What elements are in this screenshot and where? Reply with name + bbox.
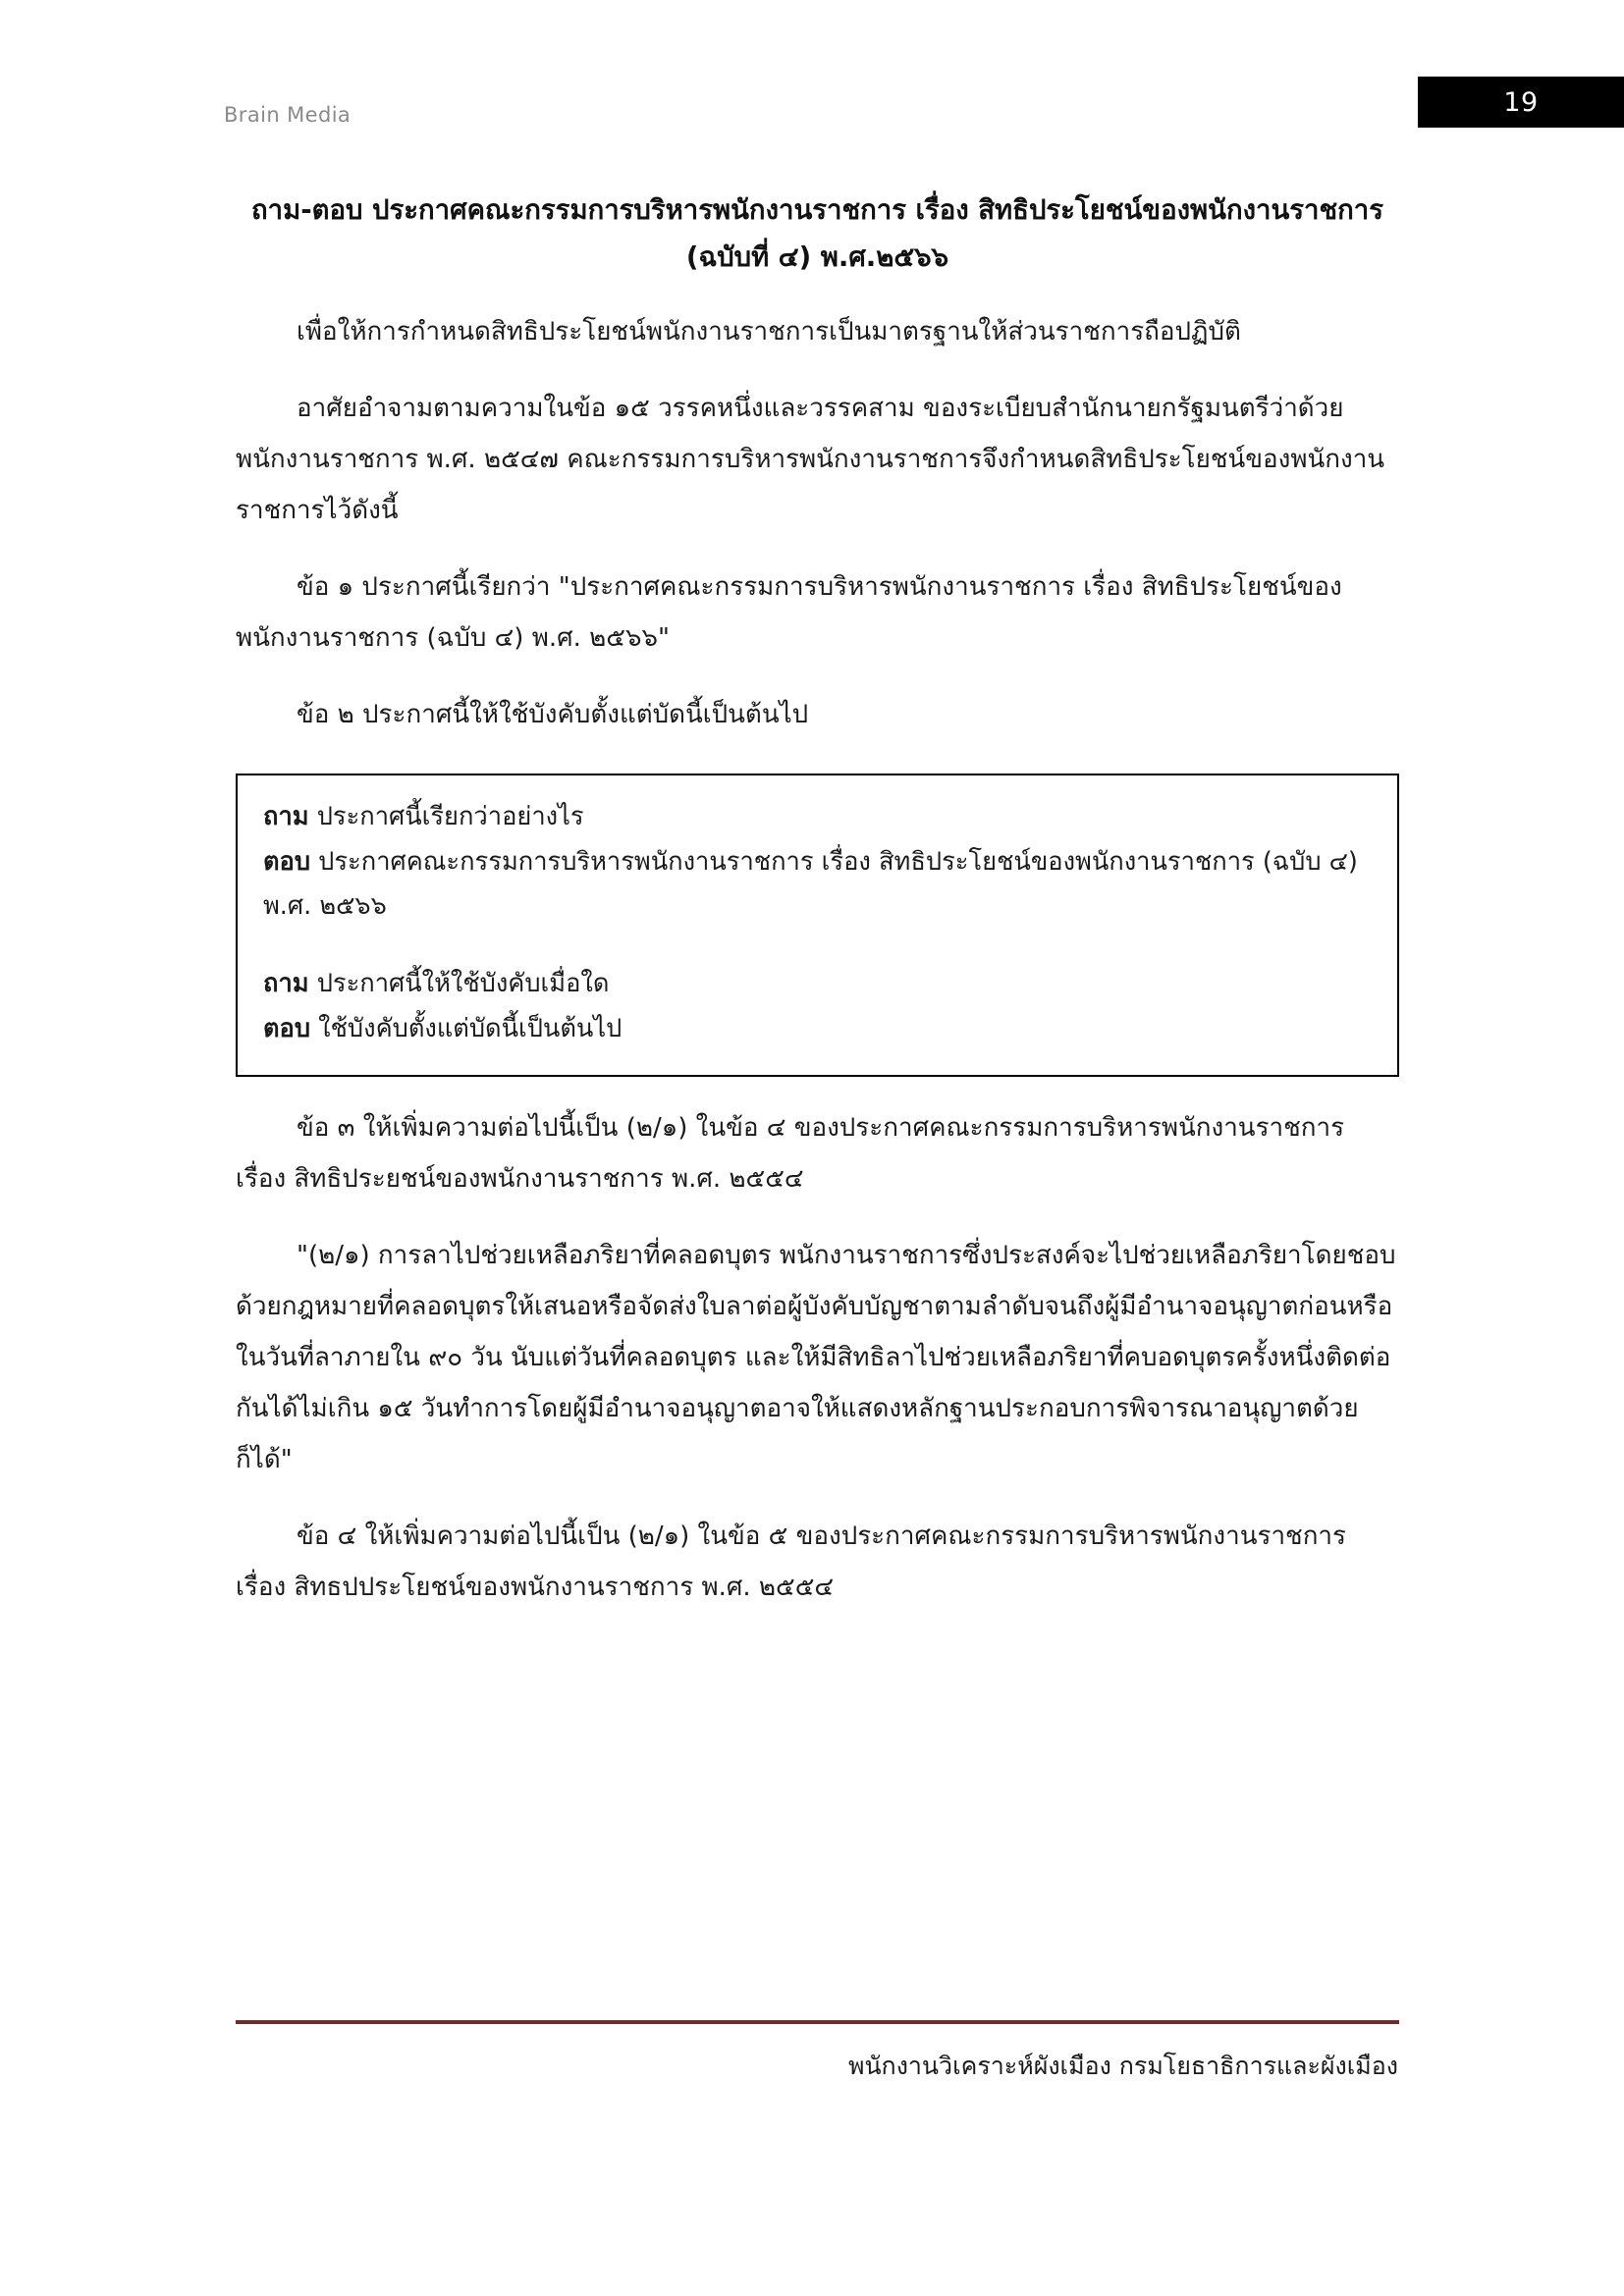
qa-question-label-2: ถาม bbox=[263, 969, 309, 999]
qa-question-1 bbox=[263, 795, 1372, 839]
paragraph-authority: อาศัยอำจามตามความในข้อ ๑๕ วรรคหนึ่งและวรรคสาม ของระเบียบสำนักนายกรัฐมนตรีว่าด้วยพนักงานราชการ พ.ศ. ๒๕๔๗ คณะกรรมการบริหารพนักงานราชการจึงกำหนดสิทธิประโยชน์ของพนักงานราชการไว้ดังนี้ bbox=[236, 394, 1385, 526]
qa-answer-text-1: ประกาศคณะกรรมการบริหารพนักงานราชการ เรื่อง สิทธิประโยชน์ของพนักงานราชการ (ฉบับ ๔) พ.ศ. ๒๕๖๖ bbox=[263, 846, 1358, 921]
page-title-line-1: ถาม-ตอบ ประกาศคณะกรรมการบริหารพนักงานราชการ เรื่อง สิทธิประโยชน์ของพนักงานราชการ bbox=[250, 194, 1384, 226]
qa-question-label-1: ถาม bbox=[263, 802, 309, 832]
document-body bbox=[236, 187, 1399, 1613]
paragraph-clause-3: ข้อ ๓ ให้เพิ่มความต่อไปนี้เป็น (๒/๑) ในข้อ ๔ ของประกาศคณะกรรมการบริหารพนักงานราชการ เรื่อง สิทธิประยชน์ของพนักงานราชการ พ.ศ. ๒๕๕๔ bbox=[236, 1113, 1345, 1195]
paragraph-clause-2-1-quote: "(๒/๑) การลาไปช่วยเหลือภริยาที่คลอดบุตร พนักงานราชการซึ่งประสงค์จะไปช่วยเหลือภริยาโดยชอบด้วยกฎหมายที่คลอดบุตรให้เสนอหรือจัดส่งใบลาต่อผู้บังคับบัญชาตามลำดับจนถึงผู้มีอำนาจอนุญาตก่อนหรือในวันที่ลาภายใน ๙๐ วัน นับแต่วันที่คลอดบุตร และให้มีสิทธิลาไปช่วยเหลือภริยาที่คบอดบุตรครั้งหนึ่งติดต่อกันได้ไม่เกิน ๑๕ วันทำการโดยผู้มีอำนาจอนุญาตอาจให้แสดงหลักฐานประกอบการพิจารณาอนุญาตด้วยก็ได้" bbox=[236, 1241, 1396, 1475]
qa-question-text-2: ประกาศนี้ให้ใช้บังคับเมื่อใด bbox=[316, 969, 610, 999]
qa-question-text-1: ประกาศนี้เรียกว่าอย่างไร bbox=[316, 802, 584, 832]
footer-divider bbox=[236, 2020, 1399, 2024]
paragraph-intro: เพื่อให้การกำหนดสิทธิประโยชน์พนักงานราชการเป็นมาตรฐานให้ส่วนราชการถือปฏิบัติ bbox=[297, 317, 1241, 347]
qa-spacer bbox=[263, 929, 1372, 962]
qa-question-2 bbox=[263, 962, 1372, 1006]
qa-answer-2 bbox=[263, 1007, 1372, 1051]
qa-answer-1 bbox=[263, 840, 1372, 930]
paragraph-clause-2: ข้อ ๒ ประกาศนี้ให้ใช้บังคับตั้งแต่บัดนี้เป็นต้นไป bbox=[297, 700, 809, 730]
qa-answer-label-2: ตอบ bbox=[263, 1013, 311, 1043]
qa-answer-label-1: ตอบ bbox=[263, 846, 311, 877]
paragraph-clause-1: ข้อ ๑ ประกาศนี้เรียกว่า "ประกาศคณะกรรมการบริหารพนักงานราชการ เรื่อง สิทธิประโยชน์ของพนักงานราชการ (ฉบับ ๔) พ.ศ. ๒๕๖๖" bbox=[236, 572, 1342, 654]
brand-label: Brain Media bbox=[224, 103, 352, 127]
page-title-line-2: (ฉบับที่ ๔) พ.ศ.๒๕๖๖ bbox=[685, 241, 949, 274]
qa-callout-box bbox=[236, 774, 1399, 1077]
footer-text: พนักงานวิเคราะห์ผังเมือง กรมโยธาธิการและผังเมือง bbox=[847, 2052, 1398, 2080]
page-title bbox=[236, 187, 1399, 281]
page-number-badge: 19 bbox=[1418, 77, 1624, 128]
paragraph-clause-4: ข้อ ๔ ให้เพิ่มความต่อไปนี้เป็น (๒/๑) ในข้อ ๕ ของประกาศคณะกรรมการบริหารพนักงานราชการ เรื่อง สิทธปประโยชน์ของพนักงานราชการ พ.ศ. ๒๕๕๔ bbox=[236, 1522, 1346, 1603]
qa-answer-text-2: ใช้บังคับตั้งแต่บัดนี้เป็นต้นไป bbox=[318, 1013, 623, 1043]
